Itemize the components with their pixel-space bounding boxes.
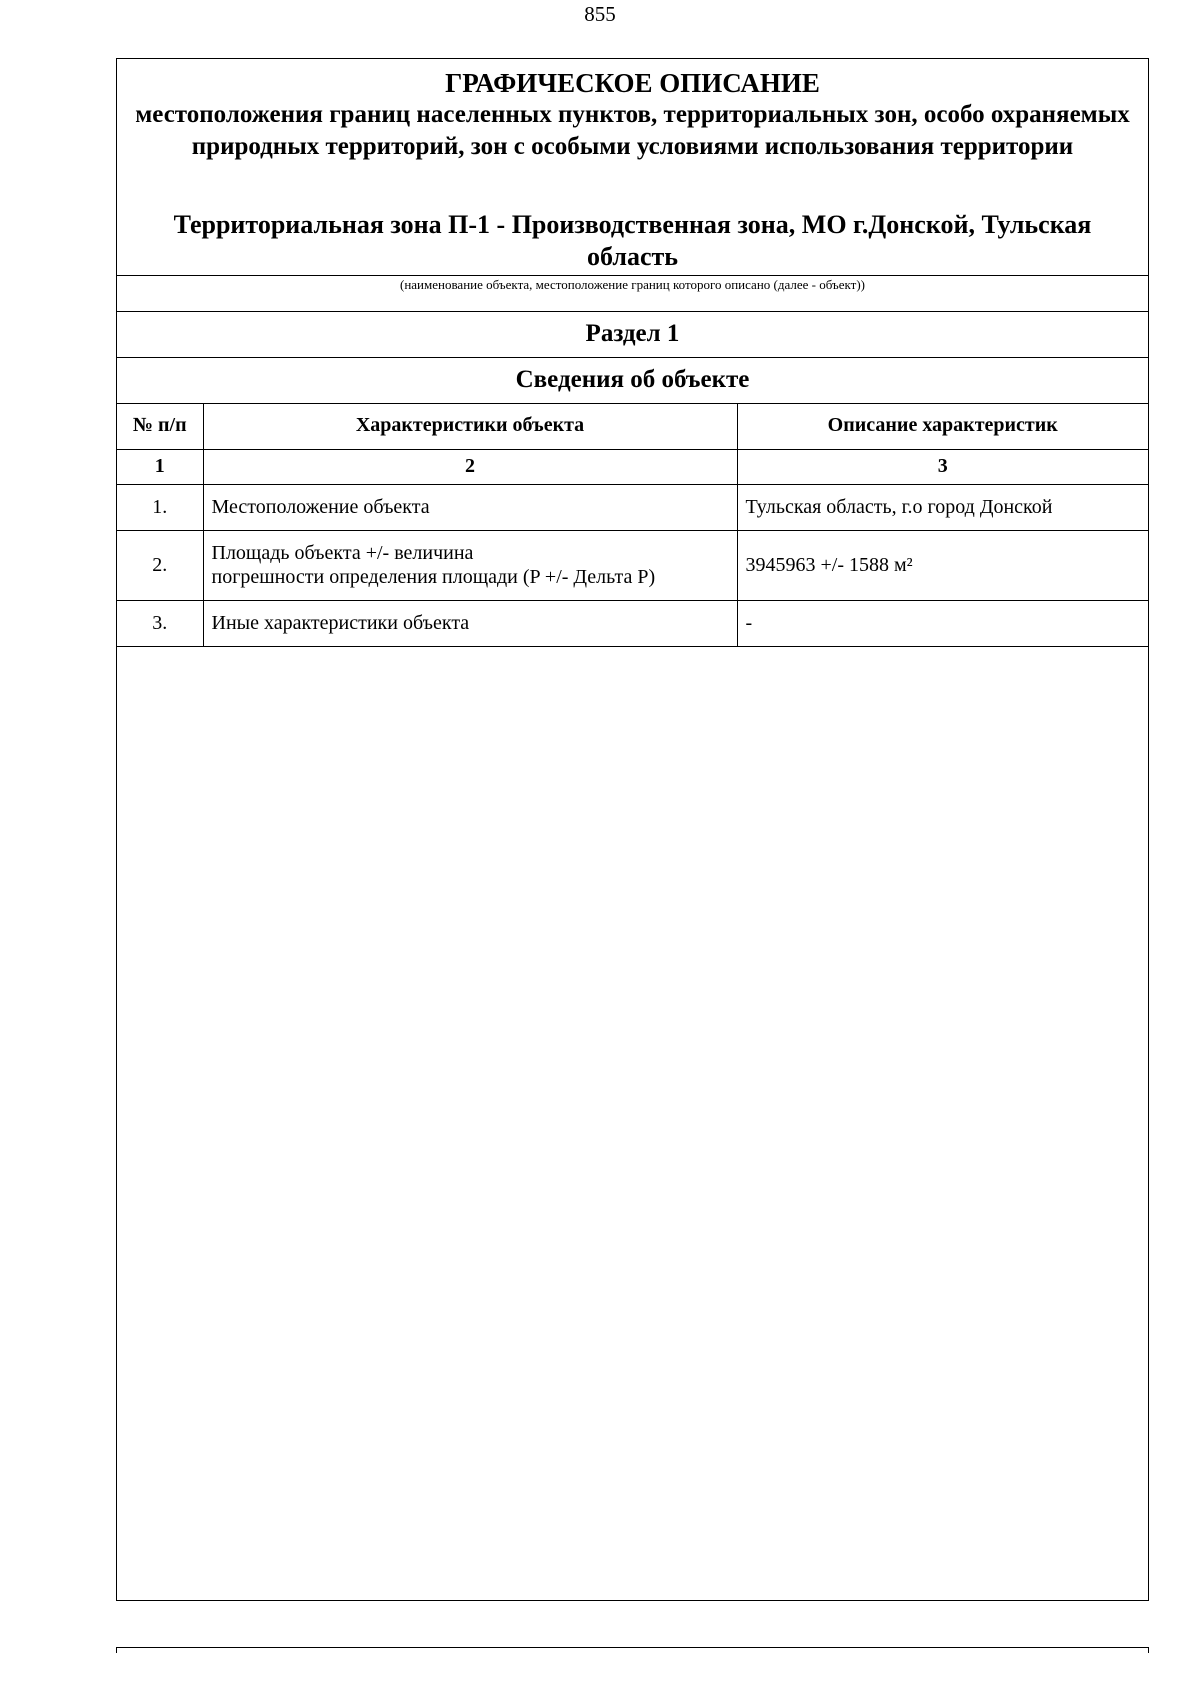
row-characteristic-line: погрешности определения площади (P +/- Дельта P) [211,566,656,588]
row-characteristic-line: Площадь объекта +/- величина [211,542,474,564]
column-header-description: Описание характеристик [737,403,1148,449]
row-number: 2. [117,530,203,600]
table-header-row [117,403,1148,449]
column-number: 3 [737,449,1148,484]
column-header-characteristic: Характеристики объекта [203,403,737,449]
row-characteristic [203,530,737,600]
divider [117,275,1148,276]
document-title: ГРАФИЧЕСКОЕ ОПИСАНИЕ [445,68,820,98]
object-info-table [117,403,1148,647]
row-description: 3945963 +/- 1588 м² [737,530,1148,600]
column-number-row [117,449,1148,484]
section-title: Раздел 1 [585,320,680,347]
section-subtitle: Сведения об объекте [515,366,750,393]
object-name: Территориальная зона П-1 - Производственная зона, МО г.Донской, Тульская область [173,210,1092,271]
document-subtitle: местоположения границ населенных пунктов, территориальных зон, особо охраняемых природных территорий, зон с особыми условиями использования территории [135,101,1130,160]
page-number: 855 [584,2,616,26]
column-header-number: № п/п [117,403,203,449]
column-number: 2 [203,449,737,484]
column-number: 1 [117,449,203,484]
next-frame-edge [116,1647,1149,1653]
document-frame [116,58,1149,1601]
row-number: 3. [117,600,203,646]
table-row [117,484,1148,530]
object-name-caption: (наименование объекта, местоположение границ которого описано (далее - объект)) [400,277,865,292]
row-characteristic: Местоположение объекта [203,484,737,530]
row-description: - [737,600,1148,646]
row-description: Тульская область, г.о город Донской [737,484,1148,530]
document-header [117,59,1148,276]
table-row [117,530,1148,600]
table-row [117,600,1148,646]
row-number: 1. [117,484,203,530]
row-characteristic: Иные характеристики объекта [203,600,737,646]
